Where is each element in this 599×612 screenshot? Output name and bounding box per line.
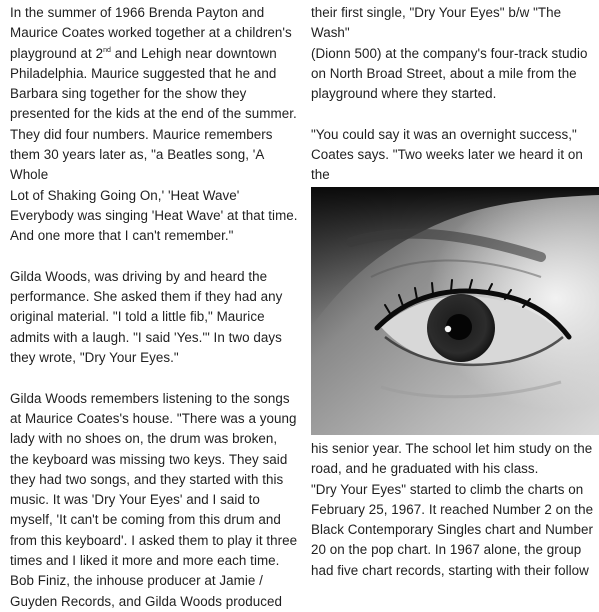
paragraph-summer-1966: In the summer of 1966 Brenda Payton and Maurice Coates worked together at a children's playground at 2nd and Lehigh near downtown Philadelphia. Maurice suggested that he and Barbara sing together for the show they presented for the kids at the end of the summer. They did four numbers. Maurice remembers them 30 years later as, "a Beatles song, 'A Whole Lot of Shaking Going On,' 'Heat Wave' Everybody was singing 'Heat Wave' at that time. And one more that I can't remember." — [10, 5, 298, 244]
eye-closeup-photo — [311, 187, 599, 435]
paragraph-gilda-remembers: Gilda Woods remembers listening to the songs at Maurice Coates's house. "There was a young lady with no shoes on, the drum was broken, the keyboard was missing two keys. They said they had two songs, and they started with this music. It was 'Dry Your Eyes' and I said to myself, 'It can't be coming from this drum and from this keyboard'. I asked them to play it three times and I liked it more and more each time. Bob Finiz, the inhouse producer at Jamie / Guyden Records, and Gilda Woods produced — [10, 390, 298, 609]
paragraph-overnight-success: "You could say it was an overnight success," Coates says. "Two weeks later we heard it on the — [311, 126, 583, 183]
paragraph-first-single: their first single, "Dry Your Eyes" b/w "The Wash" (Dionn 500) at the company's four-track studio on North Broad Street, about a mile from the playground where they started. — [311, 5, 588, 102]
left-column — [10, 3, 303, 612]
paragraph-gilda-woods: Gilda Woods, was driving by and heard the performance. She asked them if they had any original material. "I told a little fib," Maurice admits with a laugh. "I said 'Yes.'" In two days they wrote, "Dry Your Eyes." — [10, 268, 283, 366]
paragraph-senior-year: his senior year. The school let him study on the road, and he graduated with his class. "Dry Your Eyes" started to climb the charts on February 25, 1967. It reached Number 2 on the Black Contemporary Singles chart and Number 20 on the pop chart. In 1967 alone, the group had five chart records, starting with their follow — [311, 441, 594, 578]
right-column-bottom — [311, 439, 599, 581]
eye-icon — [311, 187, 599, 435]
